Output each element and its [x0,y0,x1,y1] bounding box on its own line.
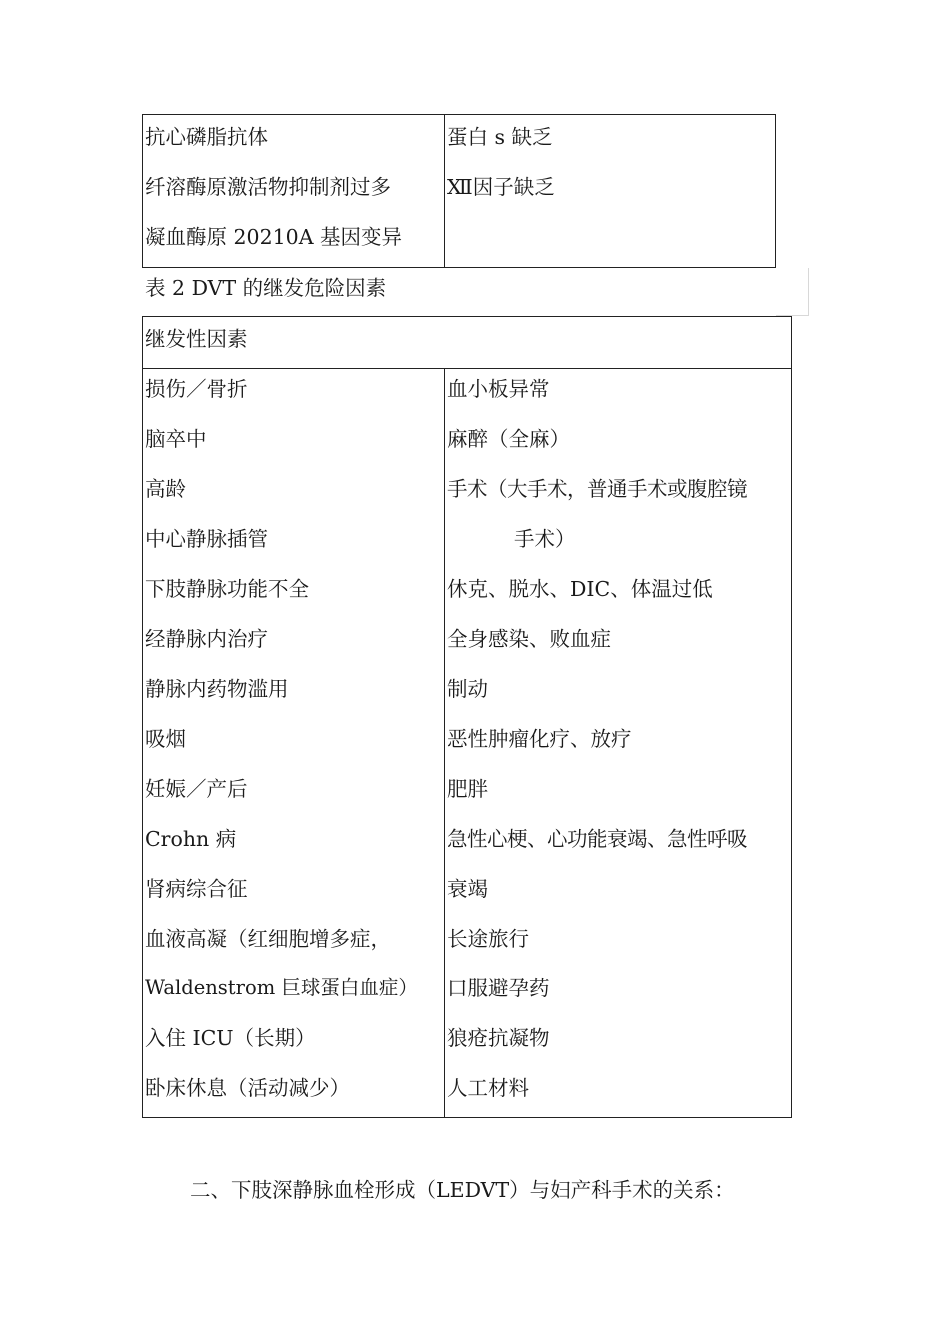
table2-right-cell: 肥胖 [447,777,488,801]
table2-right-cell: 急性心梗、心功能衰竭、急性呼吸 [447,827,747,851]
table2-left-cell: 高龄 [145,477,186,501]
table2-left-cell: 血液高凝（红细胞增多症， [145,927,391,951]
table2-left-cell: 经静脉内治疗 [145,627,268,651]
table1-column-divider [444,114,445,268]
table1-left-cell: 抗心磷脂抗体 [145,125,268,149]
table2-column-divider [444,368,445,1118]
table2-left-cell: 入住 ICU（长期） [145,1026,316,1050]
table2-left-cell: 吸烟 [145,727,186,751]
table2-left-cell: 脑卒中 [145,427,207,451]
table2-right-cell: 狼疮抗凝物 [447,1026,550,1050]
table2-right-cell: 恶性肿瘤化疗、放疗 [447,727,632,751]
table1-left-cell: 纤溶酶原激活物抑制剂过多 [145,175,391,199]
table2-right-cell: 血小板异常 [447,377,550,401]
table1-left-cell: 凝血酶原 20210A 基因变异 [145,225,403,249]
table1-right-cell: 蛋白 s 缺乏 [447,125,553,149]
table2-header: 继发性因素 [145,327,248,351]
table2-right-cell: 手术） [514,527,576,551]
table2-left-cell: 妊娠／产后 [145,777,248,801]
table2-caption: 表 2 DVT 的继发危险因素 [145,276,387,300]
table2-left-cell: Waldenstrom 巨球蛋白血症） [145,976,418,999]
table2-right-cell: 人工材料 [447,1076,529,1100]
table2-left-cell: 中心静脉插管 [145,527,268,551]
table2-left-cell: 损伤／骨折 [145,377,248,401]
table2-right-cell: 休克、脱水、DIC、体温过低 [447,577,713,601]
table2-right-cell: 麻醉（全麻） [447,427,570,451]
table2-left-cell: 肾病综合征 [145,877,248,901]
table2-left-cell: 卧床休息（活动减少） [145,1076,350,1100]
table2-right-cell: 全身感染、败血症 [447,627,611,651]
table2-right-cell: 长途旅行 [447,927,529,951]
table2-right-cell: 手术（大手术，普通手术或腹腔镜 [447,477,747,501]
section-heading: 二、下肢深静脉血栓形成（LEDVT）与妇产科手术的关系： [190,1178,735,1202]
table2-left-cell: 静脉内药物滥用 [145,677,289,701]
table2-right-cell: 衰竭 [447,877,488,901]
table2-left-cell: 下肢静脉功能不全 [145,577,309,601]
table1-right-cell: Ⅻ因子缺乏 [447,175,555,199]
table2-left-cell: Crohn 病 [145,827,237,851]
table2-right-cell: 制动 [447,677,488,701]
table2-right-cell: 口服避孕药 [447,976,550,1000]
caption-frame [776,268,809,316]
